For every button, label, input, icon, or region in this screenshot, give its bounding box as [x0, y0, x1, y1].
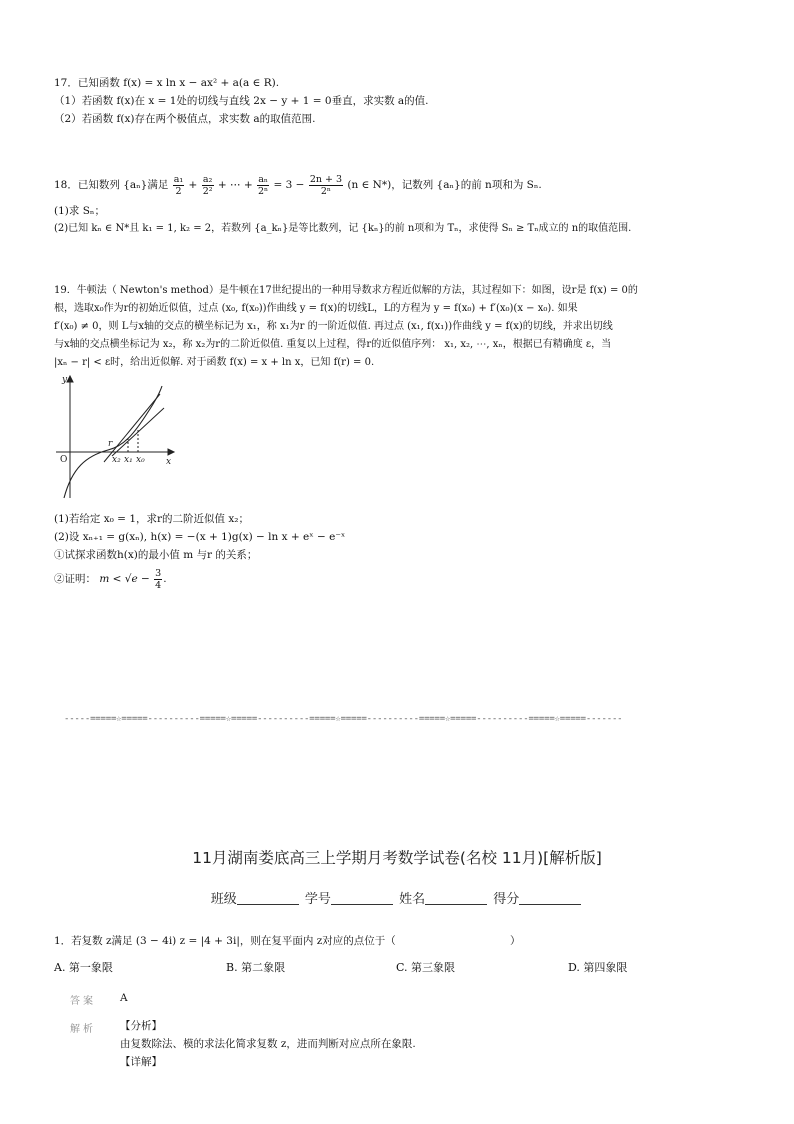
field-name-label: 姓名	[399, 892, 426, 907]
q17-stem: 17．已知函数 f(x) = x ln x − ax² + a(a ∈ R).	[54, 77, 280, 89]
student-info-row	[0, 888, 794, 907]
q17-part2: （2）若函数 f(x)存在两个极值点，求实数 a的取值范围.	[54, 113, 316, 125]
x-label: x	[166, 457, 172, 467]
page-separator: -----=====☆=====----------=====☆=====----------=====☆=====----------=====☆=====----------=====☆=====-------	[64, 714, 623, 724]
q19-sub2b-prefix: ②证明：	[54, 573, 96, 585]
y-axis-arrow	[67, 376, 73, 382]
field-number-blank[interactable]	[331, 892, 393, 905]
q18-plus-dots: + ⋯ +	[217, 179, 253, 191]
q18-part1: (1)求 Sₙ；	[54, 205, 105, 217]
q19-line5: |xₙ − r| < ε时，给出近似解. 对于函数 f(x) = x + ln x，已知 f(r) = 0.	[54, 357, 375, 368]
field-score-blank[interactable]	[519, 892, 581, 905]
analysis-heading: 【分析】	[120, 1020, 162, 1032]
q19-line1: 19．牛顿法（ Newton's method）是牛顿在17世纪提出的一种用导数求方程近似解的方法，其过程如下：如图，设r是 f(x) = 0的	[54, 285, 638, 296]
newton-method-figure	[52, 372, 182, 502]
q19-sub2b-frac: $\frac{3}{4}$	[155, 567, 162, 591]
q18-tail: (n ∈ N*)，记数列 {aₙ}的前 n项和为 Sₙ.	[347, 179, 542, 191]
q1-option-c[interactable]: C. 第三象限	[396, 961, 456, 974]
x-axis-arrow	[168, 449, 174, 455]
q18-eq: = 3 −	[273, 179, 305, 191]
q18-stem: 18．已知数列 {aₙ}满足 $\frac{\text{a₁}}{2}$ + $\frac{\text{a₂}}{\text{2²}}$ + ⋯ + $\frac{\text{aₙ}}{\text{2ⁿ}}$ = 3 − $\frac{2n + 3}{\text{2ⁿ}}$ (n ∈ N*)，记数列 {aₙ}的前 n项和为 Sₙ.	[54, 173, 542, 197]
q19-line4: 与x轴的交点横坐标记为 x₂，称 x₂为r的二阶近似值. 重复以上过程，得r的近似值序列： x₁, x₂, ⋯, xₙ，根据已有精确度 ε，当	[54, 339, 612, 350]
analysis-tag: 解析	[70, 1024, 96, 1035]
q18-frac-1: $\frac{\text{a₁}}{2}$	[173, 173, 184, 197]
q19-sub2b-math: m < √e −	[99, 573, 150, 585]
q1-close-paren: ）	[510, 935, 521, 947]
q18-frac-2: $\frac{\text{a₂}}{\text{2²}}$	[202, 173, 213, 197]
analysis-text: 由复数除法、模的求法化简求复数 z，进而判断对应点所在象限.	[120, 1038, 416, 1050]
q1-option-b[interactable]: B. 第二象限	[226, 961, 286, 974]
field-class-label: 班级	[210, 892, 237, 907]
q19-sub2b: ②证明： m < √e − $\frac{3}{4}$ .	[54, 567, 167, 591]
y-label: y	[62, 375, 68, 385]
detail-heading: 【详解】	[120, 1056, 162, 1068]
q19-sub2a: ①试探求函数h(x)的最小值 m 与r 的关系；	[54, 549, 258, 561]
x1-label: x₁	[124, 455, 133, 465]
r-label: r	[108, 439, 113, 449]
q1-option-a[interactable]: A. 第一象限	[54, 961, 113, 974]
q18-lead: 18．已知数列 {aₙ}满足	[54, 179, 169, 191]
answer-value: A	[120, 992, 128, 1004]
q19-sub2: (2)设 xₙ₊₁ = g(xₙ), h(x) = −(x + 1)g(x) − ln x + eˣ − e⁻ˣ	[54, 531, 346, 543]
exam-title: 11月湖南娄底高三上学期月考数学试卷(名校 11月)[解析版]	[192, 849, 602, 867]
q1-option-d[interactable]: D. 第四象限	[568, 961, 628, 974]
q18-frac-3: $\frac{\text{aₙ}}{\text{2ⁿ}}$	[258, 173, 269, 197]
q19-line3: f′(x₀) ≠ 0，则 L与x轴的交点的横坐标记为 x₁，称 x₁为r 的一阶近似值. 再过点 (x₁, f(x₁))作曲线 y = f(x)的切线，并求出切线	[54, 321, 613, 332]
x2-label: x₂	[112, 455, 121, 465]
field-name-blank[interactable]	[425, 892, 487, 905]
x0-label: x₀	[136, 455, 145, 465]
q18-frac-4: $\frac{2n + 3}{\text{2ⁿ}}$	[309, 173, 343, 197]
q19-sub1: (1)若给定 x₀ = 1，求r的二阶近似值 x₂；	[54, 513, 249, 525]
q1-stem: 1．若复数 z满足 (3 − 4i) z = |4 + 3i|，则在复平面内 z对应的点位于（	[54, 935, 396, 947]
origin-label: O	[60, 455, 68, 465]
q19-line2: 根，选取x₀作为r的初始近似值，过点 (x₀, f(x₀))作曲线 y = f(x)的切线L，L的方程为 y = f(x₀) + f′(x₀)(x − x₀). 如果	[54, 303, 578, 314]
field-class-blank[interactable]	[237, 892, 299, 905]
q18-part2: (2)已知 kₙ ∈ N*且 k₁ = 1, k₂ = 2，若数列 {a_kₙ}是等比数列，记 {kₙ}的前 n项和为 Tₙ，求使得 Sₙ ≥ Tₙ成立的 n的取值范围.	[54, 223, 632, 234]
field-score-label: 得分	[493, 892, 520, 907]
curve-f	[64, 386, 162, 498]
answer-tag: 答案	[70, 996, 96, 1007]
q17-part1: （1）若函数 f(x)在 x = 1处的切线与直线 2x − y + 1 = 0垂直，求实数 a的值.	[54, 95, 429, 107]
field-number-label: 学号	[304, 892, 331, 907]
